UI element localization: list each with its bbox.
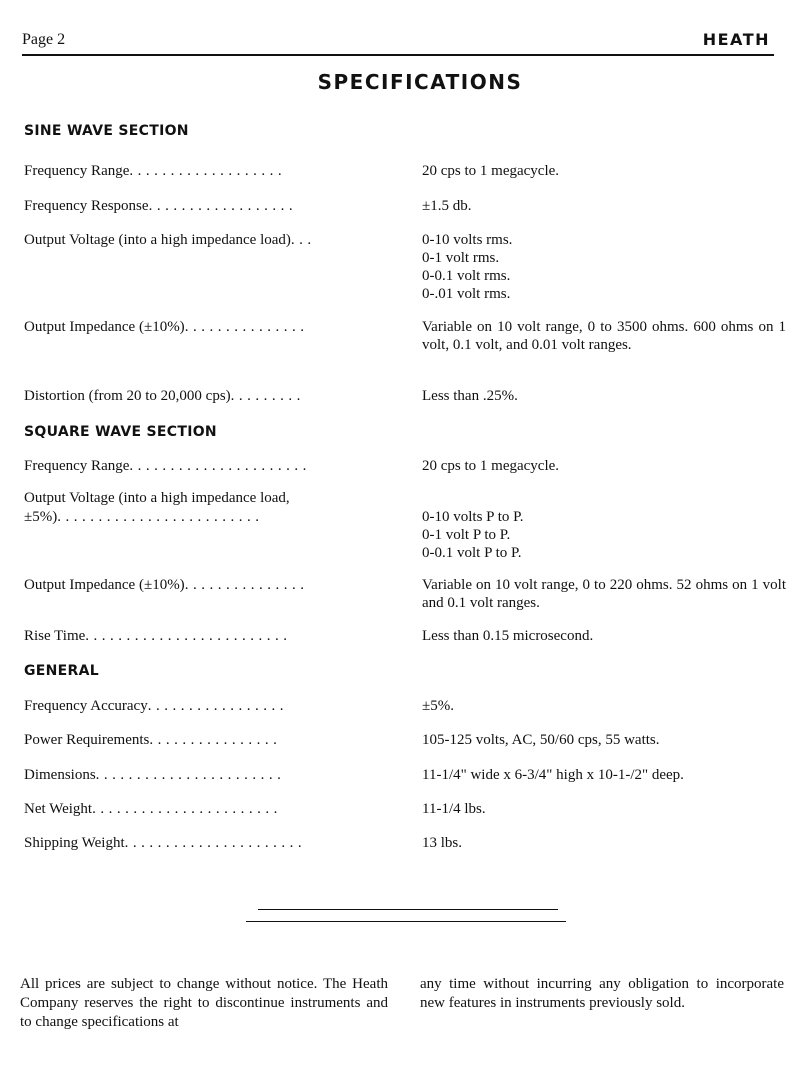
page-number: Page 2 <box>22 31 66 48</box>
spec-row-shipping-weight <box>0 834 808 894</box>
spec-label: Shipping Weight...................... <box>24 835 307 851</box>
square-wave-section-heading: SQUARE WAVE SECTION <box>24 424 217 440</box>
spec-label: Rise Time......................... <box>24 628 292 644</box>
spec-label: Output Voltage (into a high impedance load)... <box>24 232 316 248</box>
spec-value: 13 lbs. <box>422 835 463 851</box>
footer-notice-right: any time without incurring any obligation to incorporate new features in instruments previously sold. <box>420 976 784 1011</box>
spec-value: 0-10 volts rms. 0-1 volt rms. 0-0.1 volt rms. 0-.01 volt rms. <box>422 232 513 302</box>
spec-label: Frequency Accuracy................. <box>24 698 288 714</box>
spec-value: 0-10 volts P to P. 0-1 volt P to P. 0-0.1 volt P to P. <box>422 509 524 561</box>
spec-value: Less than 0.15 microsecond. <box>422 628 594 644</box>
spec-row-sine-output-impedance <box>0 318 808 378</box>
spec-value: ±1.5 db. <box>422 198 472 214</box>
divider-rule-lower <box>246 921 566 922</box>
spec-value: 11-1/4 lbs. <box>422 801 486 817</box>
spec-label: Output Impedance (±10%)............... <box>24 319 309 335</box>
spec-value: Variable on 10 volt range, 0 to 220 ohms. 52 ohms on 1 volt and 0.1 volt ranges. <box>422 577 786 611</box>
spec-value: 105-125 volts, AC, 50/60 cps, 55 watts. <box>422 732 660 748</box>
spec-row-square-output-voltage <box>0 489 808 561</box>
spec-label: Frequency Range................... <box>24 163 287 179</box>
spec-label: Output Voltage (into a high impedance load, ±5%)......................... <box>24 490 290 525</box>
footer-notice-left: All prices are subject to change without notice. The Heath Company reserves the right to discontinue instruments and to change specifications at <box>20 976 388 1030</box>
page-header <box>22 30 774 56</box>
spec-label: Net Weight....................... <box>24 801 282 817</box>
spec-label: Output Impedance (±10%)............... <box>24 577 309 593</box>
spec-value: Variable on 10 volt range, 0 to 3500 ohms. 600 ohms on 1 volt, 0.1 volt, and 0.01 volt ranges. <box>422 319 786 353</box>
spec-value: 20 cps to 1 megacycle. <box>422 163 560 179</box>
general-section-heading: GENERAL <box>24 663 99 679</box>
spec-value: Less than .25%. <box>422 388 518 404</box>
spec-value: 11-1/4" wide x 6-3/4" high x 10-1-/2" deep. <box>422 767 684 783</box>
spec-row-sine-output-voltage <box>0 231 808 302</box>
page-title: SPECIFICATIONS <box>317 70 523 94</box>
spec-value: 20 cps to 1 megacycle. <box>422 458 560 474</box>
spec-row-square-rise-time <box>0 627 808 687</box>
spec-label: Distortion (from 20 to 20,000 cps)......... <box>24 388 305 404</box>
sine-wave-section-heading: SINE WAVE SECTION <box>24 123 189 139</box>
spec-label: Frequency Response.................. <box>24 198 298 214</box>
heath-logo: HEATH <box>702 30 770 49</box>
spec-label: Dimensions....................... <box>24 767 286 783</box>
spec-label: Frequency Range...................... <box>24 458 311 474</box>
spec-value: ±5%. <box>422 698 454 714</box>
spec-label: Power Requirements................ <box>24 732 282 748</box>
divider-rule-upper <box>258 909 558 910</box>
